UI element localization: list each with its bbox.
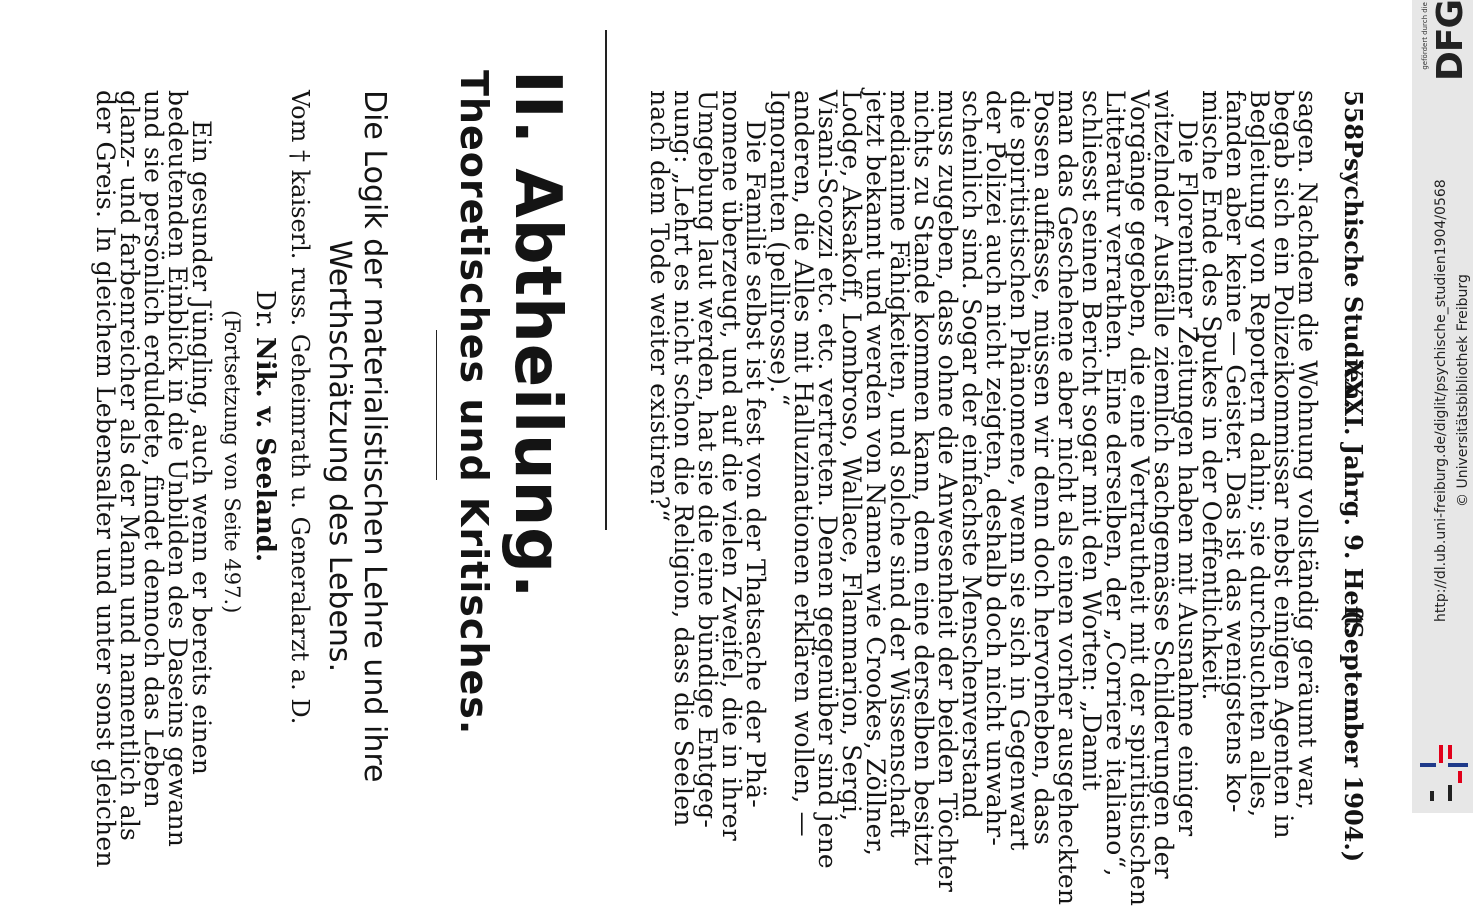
logo-bar-red [1439,745,1443,763]
article-body-line: und sie persönlich erduldete, findet dennoch das Leben [139,90,168,808]
university-library-logo[interactable] [1420,745,1470,805]
dfg-funding-note: gefördert durch die [1421,2,1429,70]
running-head-date: (September 1904.) [1339,610,1368,863]
body-line: nach dem Tode weiter existiren?“ [645,90,674,523]
article-body-line: bedeutenden Einblick in die Unbilden des Daseins gewann [163,90,192,848]
logo-bar-dark [1448,785,1452,801]
author-byline: Vom † kaiserl. russ. Geheimrath u. Generalarzt a. D. [286,90,314,725]
body-line: muss zugeben, dass ohne die Anwesenheit der beiden Töchter [933,90,962,893]
article-body-line: glanz- und farbenreicher als der Mann und namentlich als [115,90,144,842]
body-line: mische Ende des Spukes in der Oeffentlichkeit. [1197,90,1226,701]
logo-bar-red [1458,771,1462,783]
logo-bar-red [1448,745,1452,759]
body-line: Begleitung von Reportern dahin; sie durchsuchten alles, [1245,90,1274,818]
body-line: nichts zu Stande kommen kann, denn eine derselben besitzt [909,90,938,866]
body-line: Visani-Scozzi etc. etc. vertreten. Denen gegenüber sind jene [813,90,842,869]
body-line: begab sich ein Polizeikommissar nebst einigen Agenten in [1269,90,1298,839]
body-line: der Polizei auch nicht zeigten, deshalb doch nicht unwahr- [981,90,1010,846]
dfg-logo[interactable] [1430,0,1473,85]
body-line: Litteratur verrathen. Eine derselben, der „Corriere italiano“, [1101,90,1130,877]
body-line: die spiritistischen Phänomene, wenn sie sich in Gegenwart [1005,90,1034,851]
section-heading: II. Abtheilung. [500,70,574,600]
running-head-volume: XXXI. Jahrg. 9. Heft. [1339,360,1368,636]
body-line: Possen auffasse, müssen wir denn doch hervorheben, dass [1029,90,1058,846]
article-body-line: Ein gesunder Jüngling, auch wenn er bereits einen [187,120,216,776]
body-line: Vorgänge gegeben, die eine Vertrautheit mit der spiritistischen [1125,90,1154,906]
body-line: medianime Fähigkeiten, und solche sind der Wissenschaft [885,90,914,838]
rotated-page-content [82,0,1372,906]
logo-bar-blue [1420,763,1436,767]
author-name-line [250,290,280,562]
section-subheading: Theoretisches und Kritisches. [452,70,496,736]
logo-bar-blue [1448,763,1468,767]
body-line: scheinlich sind. Sogar der einfachste Menschenverstand [957,90,986,820]
body-line: man das Geschehene aber nicht als einen vorher ausgeheckten [1053,90,1082,906]
body-line: Die Florentiner Zeitungen haben mit Ausnahme einiger [1173,120,1202,837]
body-line: sagen. Nachdem die Wohnung vollständig geräumt war, [1293,90,1322,811]
section-separator-rule [605,30,607,530]
copyright-note: © Universitätsbibliothek Freiburg [1455,274,1471,507]
body-line: Umgebung laut werden, hat sie die eine bündige Entgeg- [693,90,722,828]
body-line: Lodge, Aksakoff, Lombroso, Wallace, Flammarion, Sergi, [837,90,866,822]
body-line: witzelnder Ausfälle ziemlich sachgemässe Schilderungen der [1149,90,1178,879]
body-line: anderen, die Alles mit Halluzinationen erklären wollen, — [789,90,818,837]
body-line: jetzt bekannt und werden von Namen wie Crookes, Zöllner, [861,90,890,857]
dfg-logo-text: DFG [1430,0,1471,82]
running-head-journal: Psychische Studien. [1339,140,1368,409]
body-line: nomene überzeugt, und auf die vielen Zweifel, die in ihrer [717,90,746,841]
body-line: nung: „Lehrt es nicht schon die Religion, dass die Seelen [669,90,698,827]
article-title-line: Die Logik der materialistischen Lehre und ihre [357,90,392,783]
author-name: Nik. v. Seeland. [250,336,280,563]
article-title-line: Werthschätzung des Lebens. [322,240,357,673]
article-body-line: der Greis. In gleichem Lebensalter und unter sonst gleichen [91,90,120,868]
author-prefix: Dr. [250,290,280,329]
body-line: Ignoranten (pellirosse).“ [765,90,794,407]
heading-rule [436,330,437,480]
body-line: fanden aber keine — Geister. Das ist das wenigstens ko- [1221,90,1250,813]
body-line: Die Familie selbst ist fest von der Thatsache der Phä- [741,120,770,808]
logo-bar-dark [1430,791,1434,801]
permalink-url[interactable]: http://dl.ub.uni-freiburg.de/diglit/psychische_studien1904/0568 [1433,179,1449,622]
body-line: schliesst seinen Bericht sogar mit den Worten: „Damit [1077,90,1106,791]
continuation-note: (Fortsetzung von Seite 497.) [220,310,244,614]
page-number: 558 [1339,90,1368,141]
